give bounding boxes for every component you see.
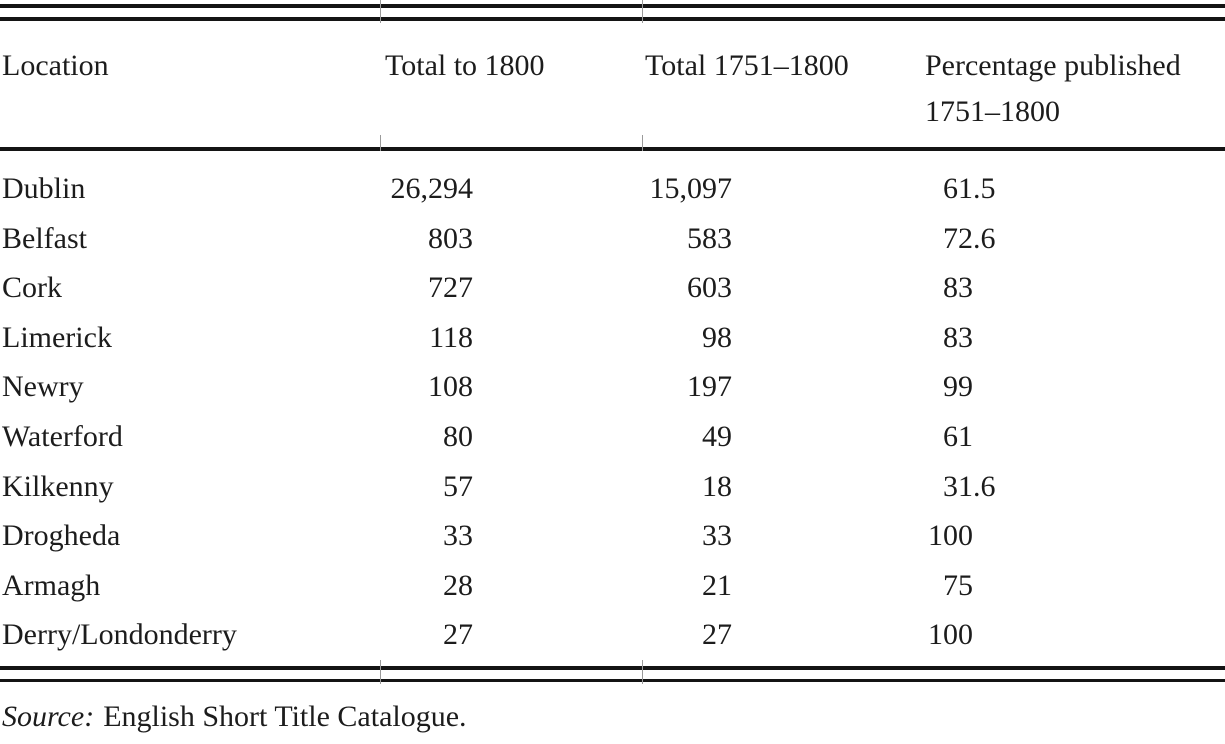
column-header-location: Location: [2, 49, 109, 82]
percentage-decimal: .6: [973, 469, 996, 503]
percentage-integer: 100: [928, 618, 973, 652]
percentage-decimal: .5: [973, 172, 996, 205]
total-1751-1800-cell: 21: [702, 568, 732, 602]
column-header-total-to-1800: Total to 1800: [385, 49, 545, 82]
percentage-cell: [732, 263, 973, 313]
total-1751-1800-cell: 98: [702, 320, 732, 354]
location-cell: Kilkenny: [2, 469, 114, 503]
table-row: [0, 362, 1225, 412]
percentage-cell: [732, 412, 973, 462]
top-rule-upper: [0, 4, 1225, 8]
location-cell: Newry: [2, 370, 84, 404]
total-to-1800-cell: 33: [443, 519, 473, 553]
table-row: [0, 214, 1225, 264]
column-tick: [380, 135, 381, 151]
location-cell: Armagh: [2, 568, 101, 602]
total-1751-1800-cell: 27: [702, 618, 732, 652]
table-row: [0, 412, 1225, 462]
total-1751-1800-cell: 603: [687, 271, 732, 305]
percentage-cell: [732, 313, 973, 363]
table-row: [0, 511, 1225, 561]
location-cell: Cork: [2, 271, 62, 305]
total-1751-1800-cell: 583: [687, 221, 732, 255]
percentage-integer: 31: [943, 469, 973, 503]
total-to-1800-cell: 118: [429, 320, 473, 354]
percentage-cell: [732, 462, 996, 512]
table-row: [0, 610, 1225, 660]
column-header-percentage: [925, 43, 1225, 135]
total-to-1800-cell: 108: [428, 370, 473, 404]
percentage-integer: 75: [943, 568, 973, 602]
column-tick: [642, 660, 643, 684]
total-1751-1800-cell: 49: [702, 419, 732, 453]
percentage-cell: [732, 610, 973, 660]
total-1751-1800-cell: 18: [702, 469, 732, 503]
total-to-1800-cell: 28: [443, 568, 473, 602]
column-tick: [380, 660, 381, 684]
percentage-integer: 61: [943, 419, 973, 453]
column-header-total-1751-1800: Total 1751–1800: [645, 49, 849, 82]
location-cell: Drogheda: [2, 519, 121, 553]
percentage-decimal: .6: [973, 221, 996, 255]
column-tick: [380, 0, 381, 23]
percentage-integer: 83: [943, 320, 973, 354]
column-tick: [642, 0, 643, 23]
source-note: [2, 698, 467, 736]
percentage-cell: [732, 362, 973, 412]
total-to-1800-cell: 80: [443, 419, 473, 453]
total-to-1800-cell: 26,294: [390, 172, 473, 205]
source-label: Source:: [2, 700, 95, 733]
table-row: [0, 462, 1225, 512]
total-1751-1800-cell: 15,097: [649, 172, 732, 205]
percentage-integer: 83: [943, 271, 973, 305]
column-header-percentage-line2: 1751–1800: [925, 95, 1060, 128]
total-to-1800-cell: 803: [428, 221, 473, 255]
location-cell: Derry/Londonderry: [2, 618, 237, 652]
total-1751-1800-cell: 197: [687, 370, 732, 404]
column-tick: [642, 135, 643, 151]
percentage-cell: [732, 561, 973, 611]
table-row: [0, 313, 1225, 363]
bottom-rule-upper: [0, 666, 1225, 670]
percentage-cell: [732, 214, 996, 264]
percentage-cell: [732, 164, 996, 214]
percentage-integer: 61: [943, 172, 973, 205]
percentage-integer: 100: [928, 519, 973, 553]
table-row: [0, 263, 1225, 313]
total-to-1800-cell: 27: [443, 618, 473, 652]
location-cell: Waterford: [2, 419, 123, 453]
table-row: [0, 561, 1225, 611]
bottom-rule-lower: [0, 679, 1225, 682]
percentage-integer: 72: [943, 221, 973, 255]
source-text: English Short Title Catalogue.: [103, 700, 467, 733]
column-header-percentage-line1: Percentage published: [925, 49, 1181, 82]
total-1751-1800-cell: 33: [702, 519, 732, 553]
percentage-cell: [732, 511, 973, 561]
total-to-1800-cell: 727: [428, 271, 473, 305]
total-to-1800-cell: 57: [443, 469, 473, 503]
location-cell: Limerick: [2, 320, 112, 354]
table-row: [0, 164, 1225, 214]
percentage-integer: 99: [943, 370, 973, 404]
table-body: [0, 152, 1225, 660]
location-cell: Dublin: [2, 172, 86, 205]
location-cell: Belfast: [2, 221, 87, 255]
top-rule-lower: [0, 17, 1225, 21]
header-rule: [0, 147, 1225, 151]
